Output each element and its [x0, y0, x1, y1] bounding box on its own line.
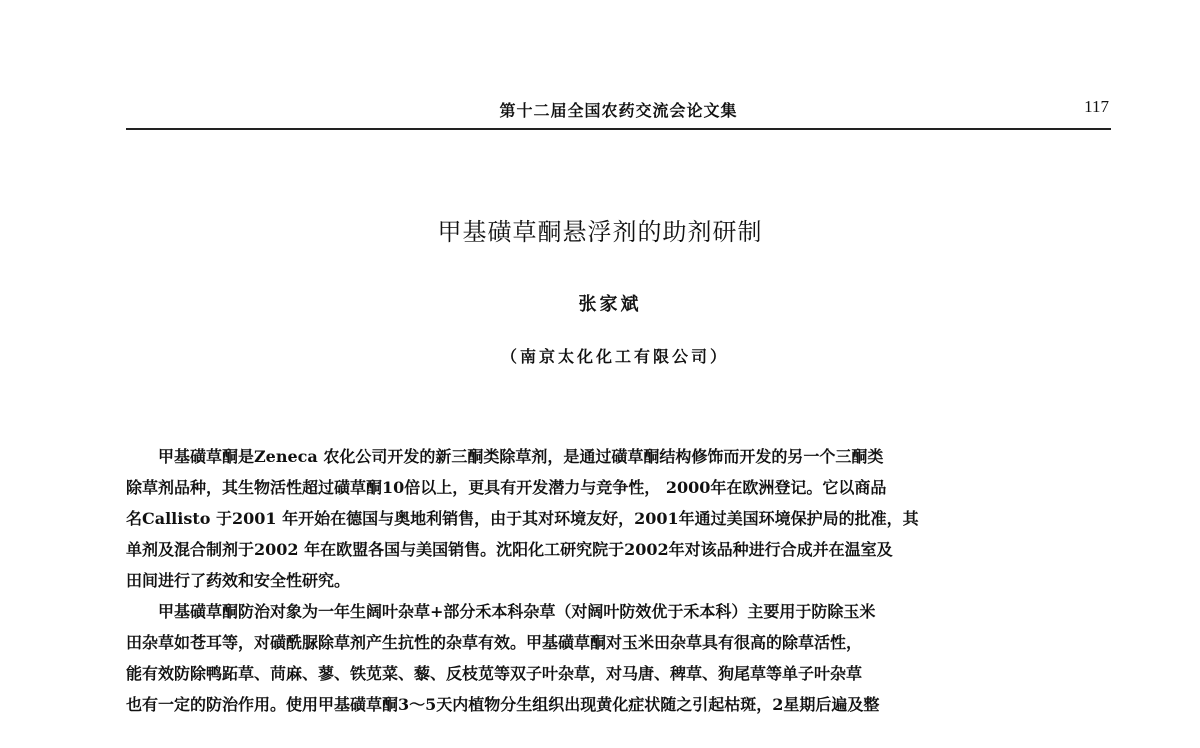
text-line: 甲基磺草酮是Zeneca 农化公司开发的新三酮类除草剂，是通过磺草酮结构修饰而开发的另一个三酮类: [158, 447, 884, 466]
text-line: 也有一定的防治作用。使用甲基磺草酮3～5天内植物分生组织出现黄化症状随之引起枯斑，2星期后遍及整: [126, 695, 880, 714]
text-line: 单剂及混合制剂于2002 年在欧盟各国与美国销售。沈阳化工研究院于2002年对该品种进行合成并在温室及: [126, 540, 893, 559]
text-line: 除草剂品种，其生物活性超过磺草酮10倍以上，更具有开发潜力与竞争性， 2000年在欧洲登记。它以商品: [126, 478, 887, 497]
paragraph-2: [126, 596, 1111, 720]
text-line: 田间进行了药效和安全性研究。: [126, 571, 351, 590]
running-header: [126, 96, 1111, 130]
page-number: 117: [1084, 97, 1109, 116]
author-affiliation: （南京太化化工有限公司）: [500, 347, 729, 366]
running-title: 第十二届全国农药交流会论文集: [499, 101, 738, 120]
author-name: 张家斌: [578, 294, 642, 315]
text-line: 甲基磺草酮防治对象为一年生阔叶杂草+部分禾本科杂草（对阔叶防效优于禾本科）主要用于防除玉米: [158, 602, 876, 621]
paragraph-1: [126, 441, 1111, 596]
article-title: 甲基磺草酮悬浮剂的助剂研制: [437, 218, 763, 246]
text-line: 名Callisto 于2001 年开始在德国与奥地利销售，由于其对环境友好，2001年通过美国环境保护局的批准，其: [126, 509, 919, 528]
text-line: 能有效防除鸭跖草、苘麻、蓼、铁苋菜、藜、反枝苋等双子叶杂草，对马唐、稗草、狗尾草等单子叶杂草: [126, 664, 863, 683]
text-line: 田杂草如苍耳等，对磺酰脲除草剂产生抗性的杂草有效。甲基磺草酮对玉米田杂草具有很高的除草活性，: [126, 633, 863, 652]
article-body: [126, 441, 1111, 720]
